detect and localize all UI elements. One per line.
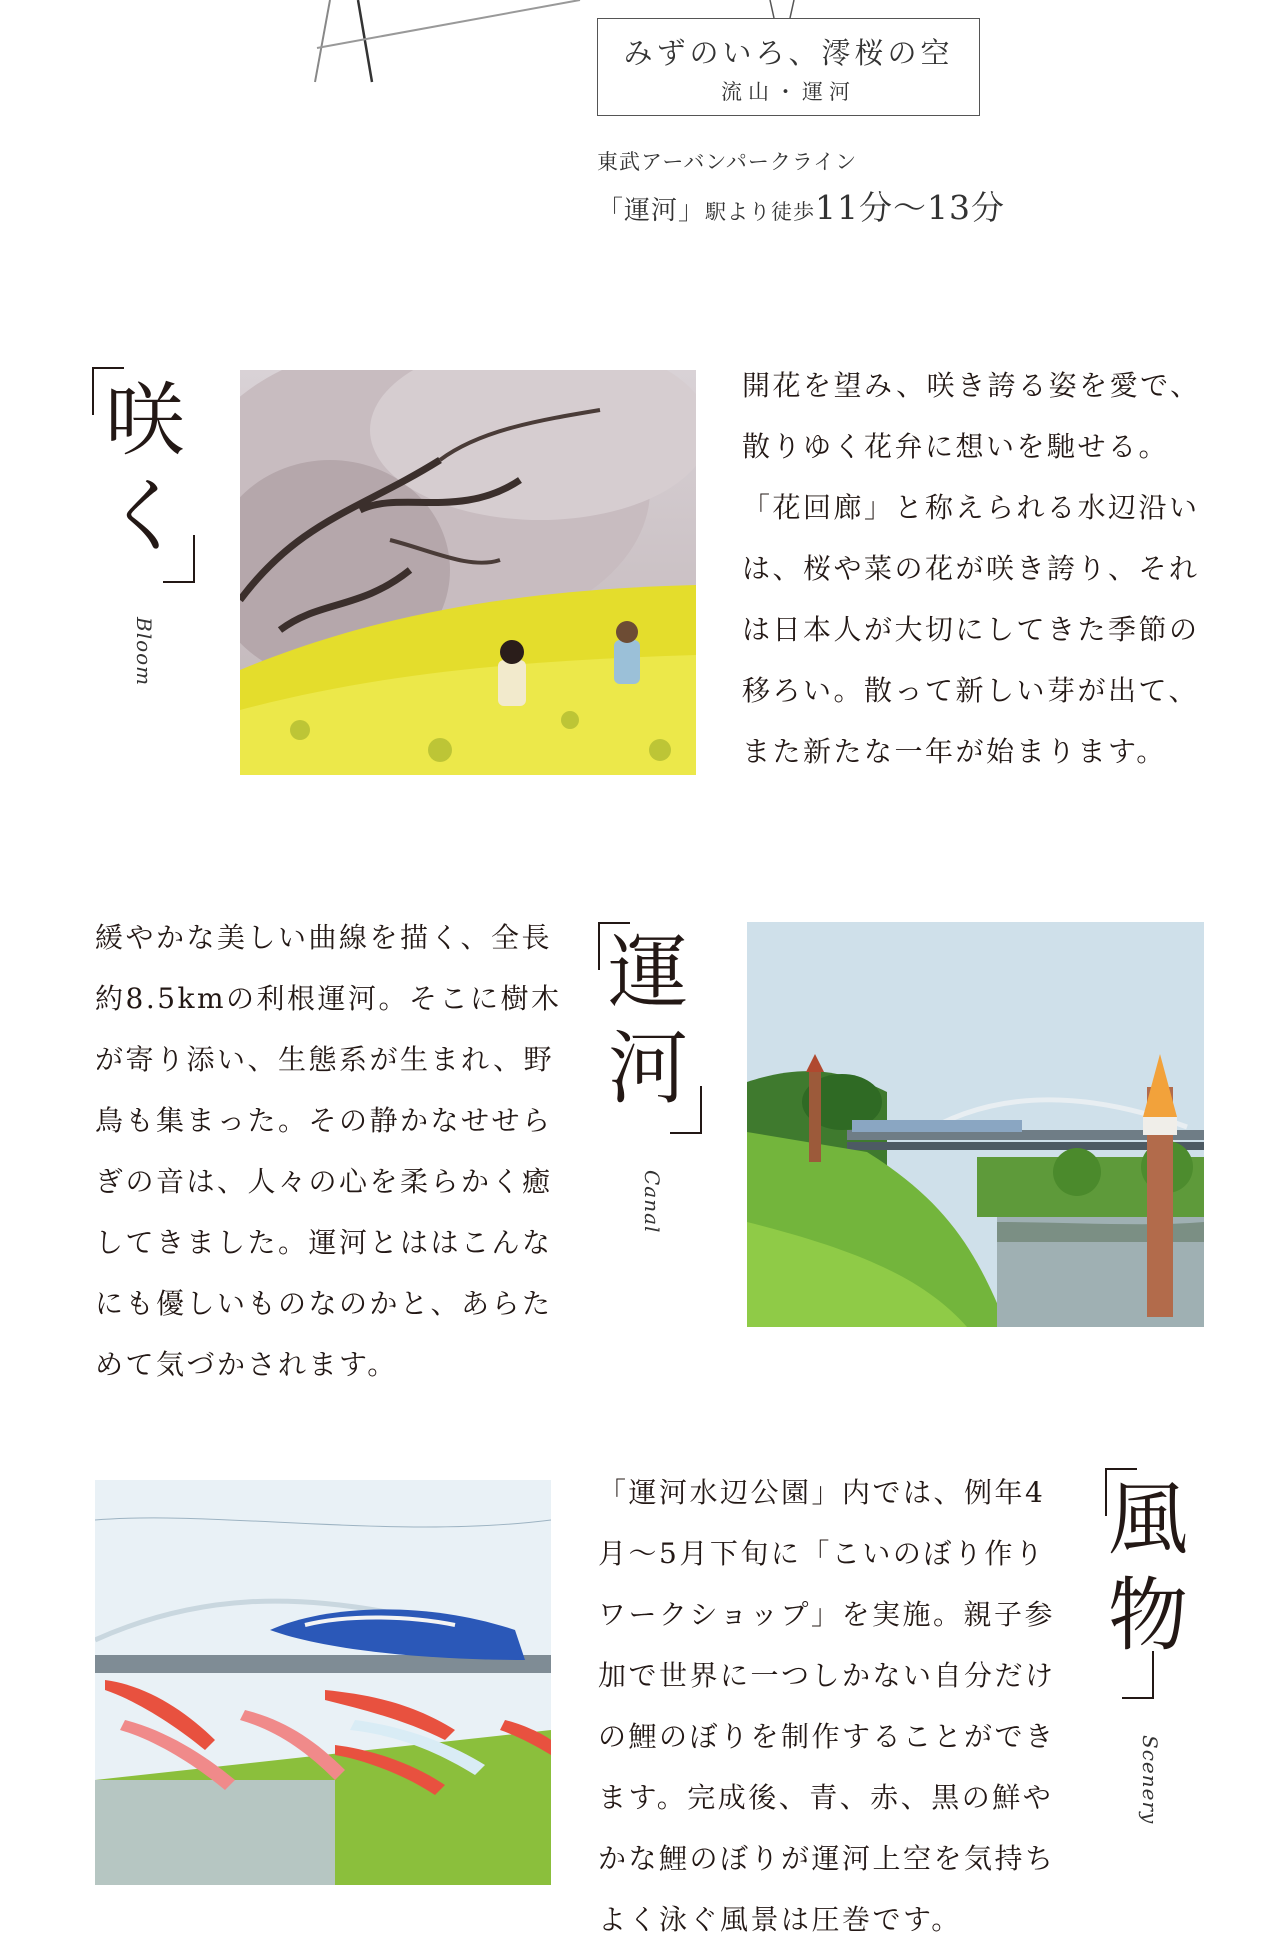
station-access (597, 182, 1005, 229)
project-title-box (597, 18, 980, 116)
heading-bloom-text: 咲く (105, 374, 185, 563)
bracket-close (1122, 1651, 1154, 1699)
body-scenery: 「運河水辺公園」内では、例年4月〜5月下旬に「こいのぼり作りワークショップ」を実施。親子参加で世界に一つしかない自分だけの鯉のぼりを制作することができます。完成後、青、赤、黒の鮮やかな鯉のぼりが運河上空を気持ちよく泳ぐ風景は圧巻です。 (598, 1476, 1056, 1936)
heading-scenery-text: 風物 (1108, 1473, 1188, 1662)
english-scenery: Scenery (1138, 1735, 1162, 1825)
walk-minutes: 11分〜13分 (815, 188, 1005, 227)
body-canal: 緩やかな美しい曲線を描く、全長約8.5kmの利根運河。そこに樹木が寄り添い、生態系が生まれ、野鳥も集まった。その静かなせせらぎの音は、人々の心を柔らかく癒してきました。運河とははこんなにも優しいものなのかと、あらためて気づかされます。 (95, 921, 562, 1381)
body-bloom: 開花を望み、咲き誇る姿を愛で、散りゆく花弁に想いを馳せる。「花回廊」と称えられる水辺沿いは、桜や菜の花が咲き誇り、それは日本人が大切にしてきた季節の移ろい。散って新しい芽が出て、また新たな一年が始まります。 (742, 369, 1201, 768)
bracket-close (670, 1086, 702, 1134)
railway-line: 東武アーバンパークライン (597, 150, 858, 174)
station-name: 「運河」 (597, 196, 706, 226)
heading-scenery (1108, 1472, 1198, 1664)
english-bloom: Bloom (132, 617, 156, 687)
project-location: 流山・運河 (721, 80, 856, 104)
photo-carp-streamers (95, 1480, 551, 1885)
photo-canal-bridge (747, 922, 1204, 1327)
english-canal: Canal (640, 1170, 664, 1234)
walk-label: 駅より徒歩 (705, 200, 816, 224)
heading-canal-text: 運河 (608, 926, 688, 1115)
photo-cherry-blossom-rapeseed (240, 370, 696, 775)
project-title: みずのいろ、澪桜の空 (623, 36, 954, 70)
bracket-close (163, 535, 195, 583)
